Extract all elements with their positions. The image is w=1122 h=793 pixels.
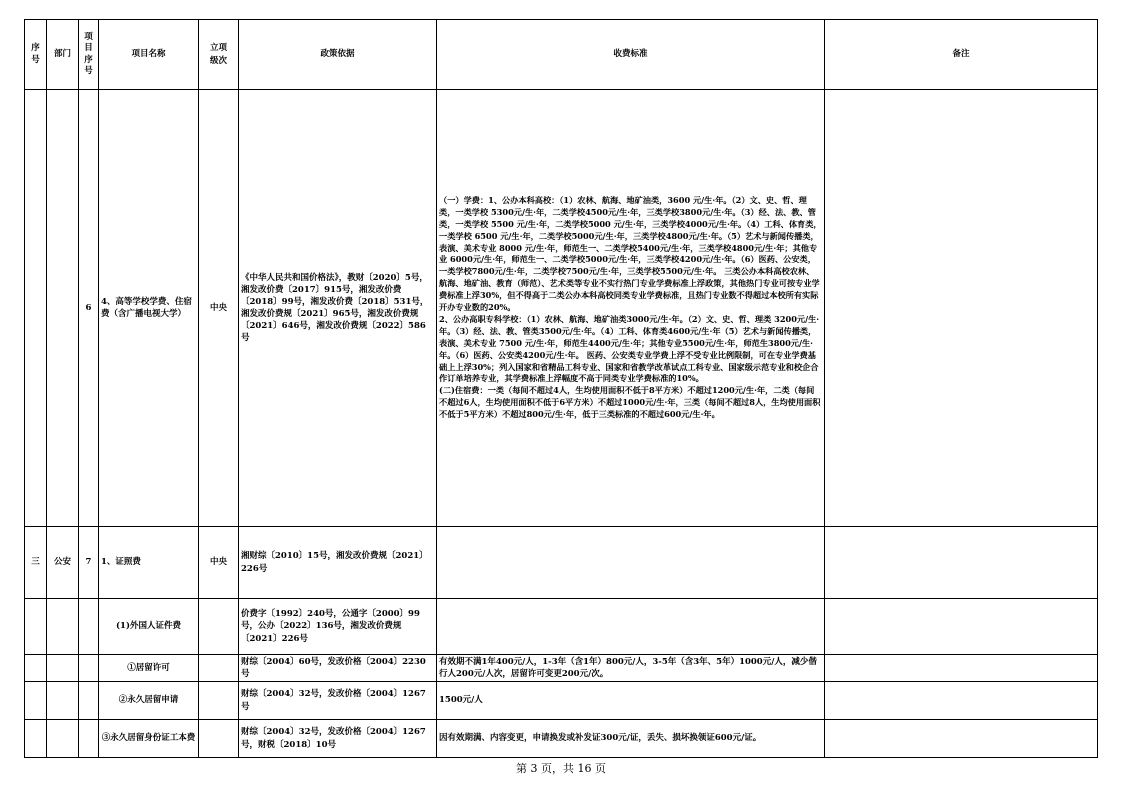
cell-item-seq (79, 682, 99, 720)
cell-dept: 公安 (47, 527, 79, 599)
cell-item-name: ②永久居留申请 (99, 682, 199, 720)
table-row (25, 655, 1098, 682)
table-row (25, 720, 1098, 758)
header-fee: 收费标准 (437, 20, 825, 90)
cell-remark (825, 90, 1098, 527)
cell-fee: （一）学费：1、公办本科高校：（1）农林、航海、地矿油类，3600 元/生·年。（2）文、史、哲、理类，一类学校 5300元/生·年，二类学校4500元/生·年，三类学校3800元/生·年。（3）经、法、教、管类，一类学校 5500 元/生·年，二类学校5000 元/生·年，三类学校4000元/生·年。（4）工科、体育类，一类学校 6500 元/生·年，二类学校5000元/生·年，三类学校4800元/生·年。（5）艺术与新闻传播类，表演、美术专业 8000 元/生·年，师范生一、二类学校5400元/生·年，三类学校4800元/生·年；其他专业 6000元/生·年，师范生一、二类学校5000元/生·年，三类学校4200元/生·年。（6）医药、公安类，一类学校7800元/生·年，二类学校7500元/生·年，三类学校5500元/生·年。 三类公办本科高校农林、航海、地矿油、教育（师范）、艺术类等专业不实行热门专业学费标准上浮政策，其他热门专业可按专业学费标准上浮30%，但不得高于二类公办本科高校同类专业学费标准，且热门专业数不得超过本校所有实际开办专业数的20%。 2、公办高职专科学校：（1）农林、航海、地矿油类3000元/生·年。（2）文、史、哲、理类 3200元/生·年。（3）经、法、教、管类3500元/生·年。（4）工科、体育类4600元/生·年（5）艺术与新闻传播类，表演、美术专业 7500 元/生·年，师范生4400元/生·年；其他专业5500元/生·年，师范生3800元/生·年。（6）医药、公安类4200元/生·年。 医药、公安类专业学费上浮不受专业比例限制，可在专业学费基础上上浮30%；列入国家和省精品工科专业、国家和省教学改革试点工科专业、国家级示范专业和校企合作订单培养专业，其学费标准上浮幅度不高于同类专业学费标准的10%。 (二)住宿费：一类（每间不超过4人，生均使用面积不低于8平方米）不超过1200元/生·年，二类（每间不超过6人，生均使用面积不低于6平方米）不超过1000元/生·年，三类（每间不超过8人，生均使用面积不低于5平方米）不超过800元/生·年，低于三类标准的不超过600元/生·年。 (437, 90, 825, 527)
cell-policy: 财综〔2004〕60号，发改价格〔2004〕2230号 (239, 655, 437, 682)
cell-item-seq (79, 655, 99, 682)
cell-policy: 湘财综〔2010〕15号，湘发改价费规〔2021〕226号 (239, 527, 437, 599)
cell-item-name: ①居留许可 (99, 655, 199, 682)
header-level: 立项 级次 (199, 20, 239, 90)
cell-remark (825, 720, 1098, 758)
cell-remark (825, 655, 1098, 682)
cell-item-name: (1)外国人证件费 (99, 599, 199, 655)
table-row (25, 90, 1098, 527)
cell-seq (25, 655, 47, 682)
cell-policy: 价费字〔1992〕240号，公通字〔2000〕99号，公办〔2022〕136号，湘发改价费规〔2021〕226号 (239, 599, 437, 655)
cell-dept (47, 682, 79, 720)
cell-item-seq (79, 599, 99, 655)
cell-seq (25, 682, 47, 720)
header-item-name: 项目名称 (99, 20, 199, 90)
cell-seq (25, 90, 47, 527)
cell-remark (825, 527, 1098, 599)
header-seq: 序 号 (25, 20, 47, 90)
cell-item-seq (79, 720, 99, 758)
fee-table (24, 19, 1098, 758)
cell-seq (25, 720, 47, 758)
cell-item-seq: 7 (79, 527, 99, 599)
header-remark: 备注 (825, 20, 1098, 90)
cell-seq (25, 599, 47, 655)
cell-remark (825, 599, 1098, 655)
cell-item-name: 4、高等学校学费、住宿费（含广播电视大学） (99, 90, 199, 527)
table-row (25, 682, 1098, 720)
header-policy: 政策依据 (239, 20, 437, 90)
cell-level: 中央 (199, 527, 239, 599)
cell-fee: 1500元/人 (437, 682, 825, 720)
cell-fee (437, 527, 825, 599)
cell-fee: 有效期不满1年400元/人，1-3年（含1年）800元/人，3-5年（含3年、5年）1000元/人，减少偕行人200元/人次，居留许可变更200元/次。 (437, 655, 825, 682)
table-row (25, 527, 1098, 599)
cell-policy: 财综〔2004〕32号，发改价格〔2004〕1267号 (239, 682, 437, 720)
header-item-seq: 项 目 序 号 (79, 20, 99, 90)
header-row (25, 20, 1098, 90)
cell-level (199, 682, 239, 720)
cell-policy: 财综〔2004〕32号，发改价格〔2004〕1267号，财税〔2018〕10号 (239, 720, 437, 758)
page-footer: 第 3 页，共 16 页 (516, 762, 606, 775)
cell-item-seq: 6 (79, 90, 99, 527)
cell-fee (437, 599, 825, 655)
cell-level (199, 655, 239, 682)
cell-item-name: 1、证照费 (99, 527, 199, 599)
cell-level: 中央 (199, 90, 239, 527)
cell-fee: 因有效期满、内容变更，申请换发或补发证300元/证，丢失、损坏换领证600元/证。 (437, 720, 825, 758)
header-dept: 部门 (47, 20, 79, 90)
cell-level (199, 720, 239, 758)
cell-remark (825, 682, 1098, 720)
cell-dept (47, 599, 79, 655)
cell-level (199, 599, 239, 655)
cell-dept (47, 655, 79, 682)
cell-item-name: ③永久居留身份证工本费 (99, 720, 199, 758)
cell-dept (47, 720, 79, 758)
cell-policy: 《中华人民共和国价格法》，教财〔2020〕5号，湘发改价费〔2017〕915号，湘发改价费〔2018〕99号，湘发改价费〔2018〕531号，湘发改价费规〔2021〕965号，湘发改价费规〔2021〕646号，湘发改价费规〔2022〕586号 (239, 90, 437, 527)
table-row (25, 599, 1098, 655)
cell-seq: 三 (25, 527, 47, 599)
cell-dept (47, 90, 79, 527)
